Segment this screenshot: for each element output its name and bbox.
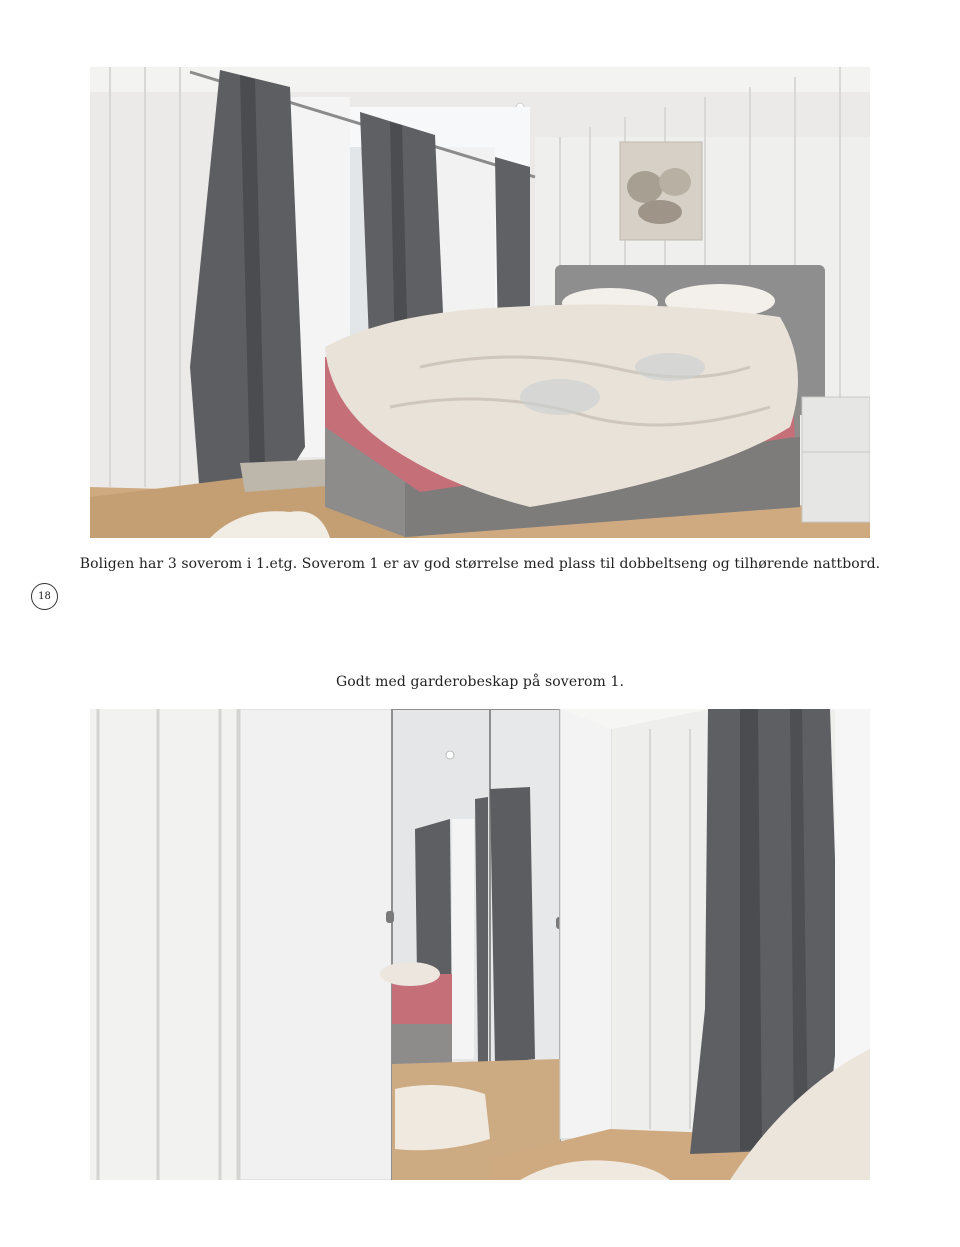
page-number-badge: 18	[31, 583, 58, 610]
wardrobe-photo-caption: Godt med garderobeskap på soverom 1.	[335, 674, 625, 690]
bedroom-illustration	[90, 67, 870, 538]
bedroom-photo-caption: Boligen har 3 soverom i 1.etg. Soverom 1 er av god størrelse med plass til dobbeltseng og tilhørende nattbord.	[79, 556, 881, 572]
bedroom-photo	[90, 67, 870, 538]
wardrobe-illustration	[90, 709, 870, 1180]
wardrobe-photo	[90, 709, 870, 1180]
